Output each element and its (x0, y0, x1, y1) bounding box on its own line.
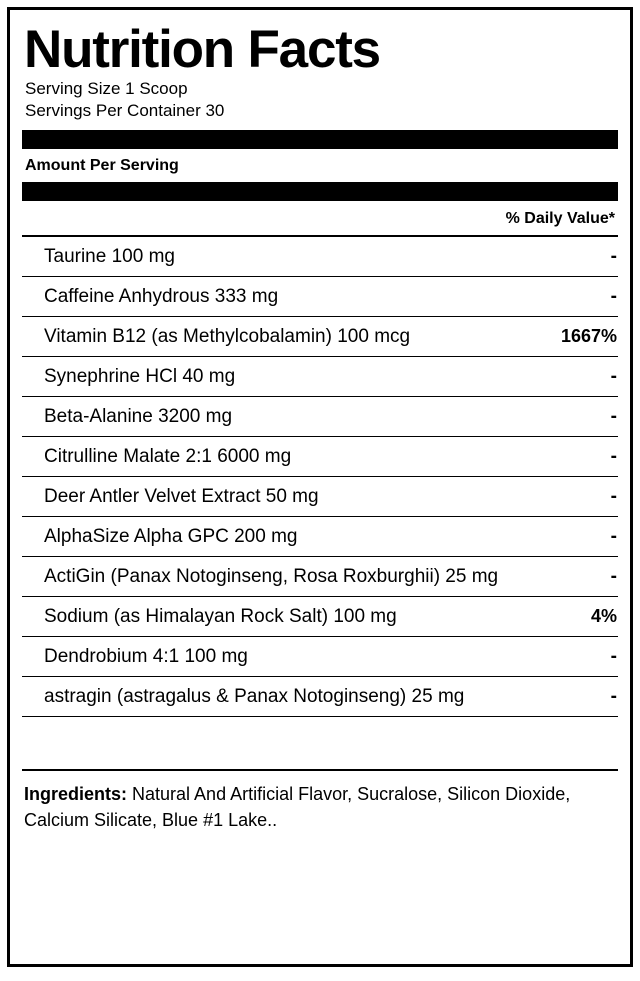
nutrient-name: Taurine 100 mg (44, 246, 175, 267)
nutrient-daily-value: - (610, 366, 617, 387)
nutrient-daily-value: - (610, 566, 617, 587)
table-row (22, 397, 618, 437)
divider-bar-top (22, 130, 618, 149)
nutrient-daily-value: 1667% (560, 326, 617, 346)
table-row (22, 677, 618, 717)
serving-size-text: Serving Size 1 Scoop (25, 79, 188, 98)
table-row (22, 437, 618, 477)
nutrient-daily-value: - (610, 446, 617, 467)
nutrient-name: astragin (astragalus & Panax Notoginseng) 25 mg (44, 686, 465, 707)
nutrient-daily-value: - (610, 526, 617, 547)
table-row (22, 637, 618, 677)
nutrient-name: Dendrobium 4:1 100 mg (44, 646, 248, 667)
daily-value-header: % Daily Value* (22, 201, 618, 237)
nutrient-daily-value: - (610, 646, 617, 667)
nutrient-daily-value: - (610, 486, 617, 507)
nutrient-name: Citrulline Malate 2:1 6000 mg (44, 446, 292, 467)
nutrition-facts-panel (7, 7, 633, 967)
nutrient-daily-value: - (610, 406, 617, 427)
ingredients-label: Ingredients: (24, 784, 128, 804)
ingredients-text: Natural And Artificial Flavor, Sucralose, Silicon Dioxide, Calcium Silicate, Blue #1 Lake.. (24, 784, 571, 830)
nutrient-list (22, 237, 618, 717)
nutrient-name: ActiGin (Panax Notoginseng, Rosa Roxburghii) 25 mg (44, 566, 499, 587)
table-row (22, 517, 618, 557)
nutrient-name: Caffeine Anhydrous 333 mg (44, 286, 279, 307)
nutrient-daily-value: - (610, 286, 617, 307)
nutrient-name: AlphaSize Alpha GPC 200 mg (44, 526, 298, 547)
table-row (22, 557, 618, 597)
table-row (22, 597, 618, 637)
table-row (22, 317, 618, 357)
nutrient-name: Synephrine HCl 40 mg (44, 366, 236, 387)
nutrient-name: Beta-Alanine 3200 mg (44, 406, 233, 427)
nutrient-daily-value: 4% (590, 606, 617, 626)
table-row (22, 277, 618, 317)
divider-bar-second (22, 182, 618, 201)
nutrient-daily-value: - (610, 686, 617, 707)
page-title: Nutrition Facts (24, 20, 380, 79)
blank-spacer-zone (22, 717, 618, 771)
amount-per-serving-label: Amount Per Serving (25, 157, 179, 174)
nutrient-daily-value: - (610, 246, 617, 267)
ingredients-section (22, 771, 618, 833)
nutrient-name: Vitamin B12 (as Methylcobalamin) 100 mcg (44, 326, 411, 347)
table-row (22, 237, 618, 277)
nutrient-name: Sodium (as Himalayan Rock Salt) 100 mg (44, 606, 397, 627)
servings-per-container-text: Servings Per Container 30 (25, 101, 225, 120)
nutrient-name: Deer Antler Velvet Extract 50 mg (44, 486, 319, 507)
table-row (22, 357, 618, 397)
table-row (22, 477, 618, 517)
